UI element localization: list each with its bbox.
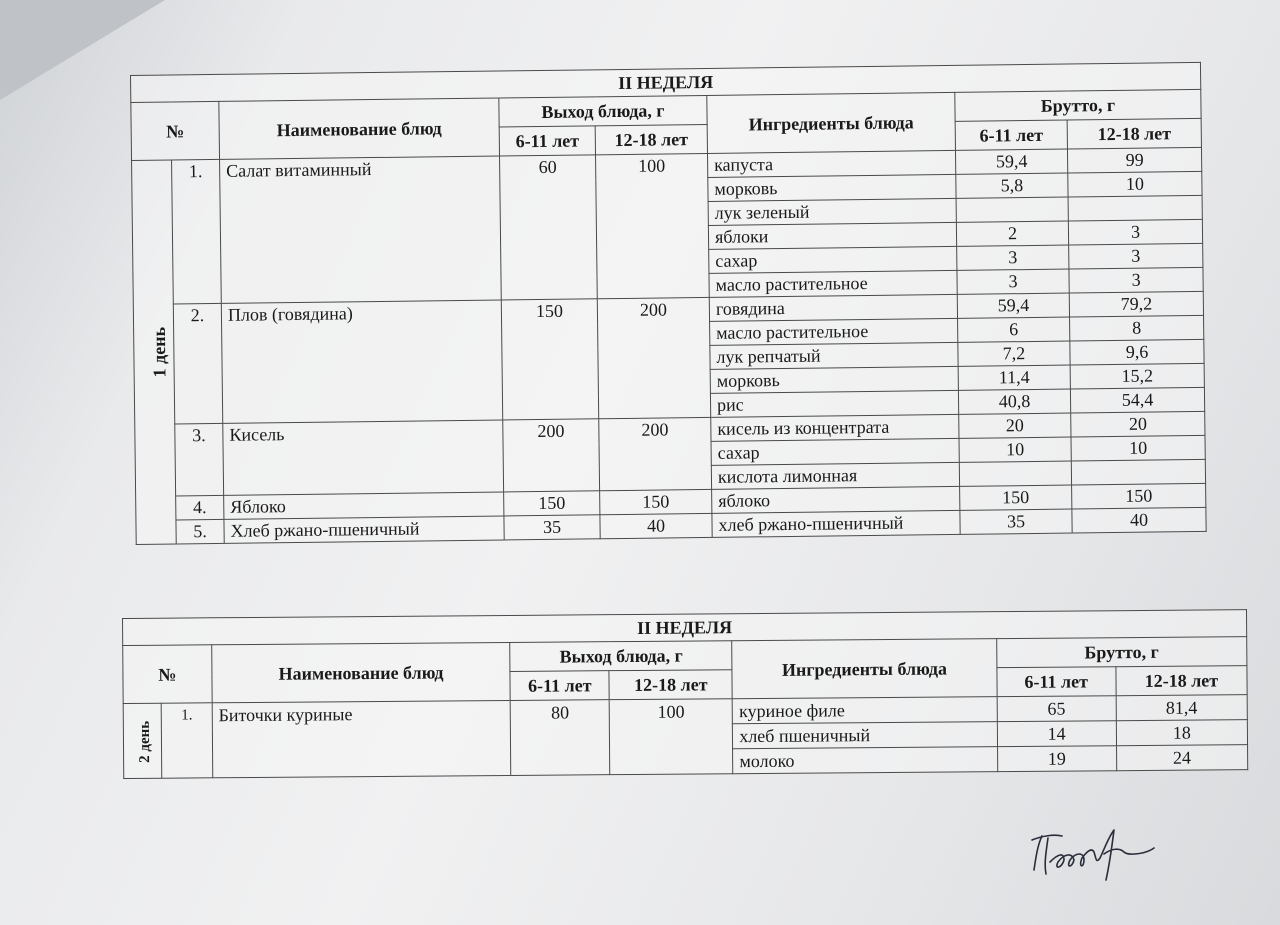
header-dish-name: Наименование блюд xyxy=(211,642,510,702)
dish-output-12-18: 100 xyxy=(596,153,710,298)
header-brutto: Брутто, г xyxy=(996,637,1247,668)
brutto-6-11: 59,4 xyxy=(955,149,1067,174)
brutto-6-11: 3 xyxy=(957,269,1069,294)
brutto-12-18: 20 xyxy=(1071,411,1205,437)
ingredient-name: капуста xyxy=(708,150,956,177)
ingredient-name: хлеб ржано-пшеничный xyxy=(712,510,960,537)
dish-name: Яблоко xyxy=(224,492,504,519)
ingredient-name: морковь xyxy=(708,174,956,201)
header-output: Выход блюда, г xyxy=(499,95,707,127)
dish-output-6-11: 150 xyxy=(504,491,600,516)
brutto-6-11: 40,8 xyxy=(958,389,1070,414)
dish-number: 1. xyxy=(161,703,212,778)
ingredient-name: хлеб пшеничный xyxy=(733,722,998,749)
dish-number: 5. xyxy=(176,519,224,544)
ingredient-name: говядина xyxy=(709,294,957,321)
ingredient-name: масло растительное xyxy=(709,270,957,297)
brutto-6-11: 3 xyxy=(957,245,1069,270)
week-title: II НЕДЕЛЯ xyxy=(123,610,1247,646)
brutto-6-11: 5,8 xyxy=(956,173,1068,198)
ingredient-name: лук репчатый xyxy=(710,342,958,369)
menu-table-week2-day1 xyxy=(130,62,1206,545)
header-brutto-age-12-18: 12-18 лет xyxy=(1067,118,1201,149)
brutto-12-18 xyxy=(1068,195,1202,221)
week-title: II НЕДЕЛЯ xyxy=(131,62,1201,102)
header-output-age-6-11: 6-11 лет xyxy=(510,671,609,701)
brutto-12-18: 99 xyxy=(1067,147,1201,173)
dish-output-12-18: 200 xyxy=(597,297,710,418)
ingredient-name: молоко xyxy=(733,747,998,774)
dish-name: Хлеб ржано-пшеничный xyxy=(224,516,504,543)
day-label-cell xyxy=(123,703,162,778)
ingredient-name: кислота лимонная xyxy=(711,462,959,489)
ingredient-name: куриное филе xyxy=(732,697,997,724)
ingredient-name: яблоки xyxy=(708,222,956,249)
brutto-12-18: 40 xyxy=(1072,507,1206,533)
menu-table-week2-day2 xyxy=(122,609,1248,779)
brutto-6-11: 35 xyxy=(960,509,1072,534)
brutto-6-11: 65 xyxy=(997,696,1116,722)
header-number: № xyxy=(131,101,220,160)
dish-name: Биточки куриные xyxy=(212,700,511,777)
header-ingredients: Ингредиенты блюда xyxy=(732,639,997,699)
dish-number: 2. xyxy=(173,303,222,424)
ingredient-name: сахар xyxy=(709,246,957,273)
dish-output-12-18: 150 xyxy=(600,489,712,514)
header-output-age-12-18: 12-18 лет xyxy=(595,124,707,154)
header-ingredients: Ингредиенты блюда xyxy=(707,92,956,153)
dish-output-6-11: 35 xyxy=(504,515,600,540)
brutto-12-18: 15,2 xyxy=(1070,363,1204,389)
brutto-6-11: 2 xyxy=(956,221,1068,246)
dish-output-6-11: 150 xyxy=(501,299,598,420)
brutto-6-11: 14 xyxy=(997,721,1116,747)
dish-number: 4. xyxy=(176,495,224,520)
brutto-12-18: 10 xyxy=(1071,435,1205,461)
signature xyxy=(1028,818,1158,888)
dish-number: 3. xyxy=(175,423,224,496)
brutto-6-11: 150 xyxy=(960,485,1072,510)
header-output-age-6-11: 6-11 лет xyxy=(499,126,595,156)
ingredient-name: яблоко xyxy=(712,486,960,513)
day-label: 1 день xyxy=(148,326,170,378)
brutto-12-18: 3 xyxy=(1068,219,1202,245)
brutto-6-11: 7,2 xyxy=(958,341,1070,366)
brutto-12-18: 54,4 xyxy=(1070,387,1204,413)
header-brutto-age-6-11: 6-11 лет xyxy=(955,120,1067,150)
dish-name: Плов (говядина) xyxy=(221,300,502,423)
day-label-cell xyxy=(132,160,177,544)
brutto-12-18: 10 xyxy=(1068,171,1202,197)
brutto-12-18: 81,4 xyxy=(1116,695,1247,721)
brutto-6-11: 10 xyxy=(959,437,1071,462)
brutto-6-11: 6 xyxy=(958,317,1070,342)
day-label: 2 день xyxy=(136,720,154,763)
header-number: № xyxy=(123,645,212,704)
brutto-12-18: 3 xyxy=(1069,243,1203,269)
brutto-12-18: 150 xyxy=(1072,483,1206,509)
header-output: Выход блюда, г xyxy=(510,641,732,672)
brutto-12-18: 24 xyxy=(1116,745,1247,771)
brutto-6-11 xyxy=(959,461,1071,486)
ingredient-name: масло растительное xyxy=(710,318,958,345)
dish-name: Салат витаминный xyxy=(220,156,502,303)
dish-output-6-11: 80 xyxy=(511,700,610,776)
ingredient-name: лук зеленый xyxy=(708,198,956,225)
dish-output-12-18: 40 xyxy=(600,513,712,538)
ingredient-name: морковь xyxy=(710,366,958,393)
dish-number: 1. xyxy=(172,159,222,304)
ingredient-name: сахар xyxy=(711,438,959,465)
header-output-age-12-18: 12-18 лет xyxy=(609,670,732,700)
brutto-6-11: 11,4 xyxy=(958,365,1070,390)
brutto-12-18: 8 xyxy=(1070,315,1204,341)
ingredient-name: кисель из концентрата xyxy=(711,414,959,441)
brutto-6-11: 20 xyxy=(959,413,1071,438)
brutto-12-18: 9,6 xyxy=(1070,339,1204,365)
brutto-6-11: 19 xyxy=(997,746,1116,772)
ingredient-name: рис xyxy=(710,390,958,417)
brutto-6-11: 59,4 xyxy=(957,293,1069,318)
dish-output-6-11: 60 xyxy=(500,155,598,300)
header-brutto-age-12-18: 12-18 лет xyxy=(1116,666,1248,696)
dish-output-6-11: 200 xyxy=(503,419,600,492)
brutto-12-18: 3 xyxy=(1069,267,1203,293)
header-brutto: Брутто, г xyxy=(955,89,1201,121)
brutto-12-18 xyxy=(1071,459,1205,485)
header-brutto-age-6-11: 6-11 лет xyxy=(997,667,1116,697)
brutto-6-11 xyxy=(956,197,1068,222)
dish-name: Кисель xyxy=(223,420,504,495)
dish-output-12-18: 200 xyxy=(599,417,712,490)
brutto-12-18: 18 xyxy=(1116,720,1247,746)
brutto-12-18: 79,2 xyxy=(1069,291,1203,317)
header-dish-name: Наименование блюд xyxy=(219,98,500,159)
dish-output-12-18: 100 xyxy=(609,699,733,775)
